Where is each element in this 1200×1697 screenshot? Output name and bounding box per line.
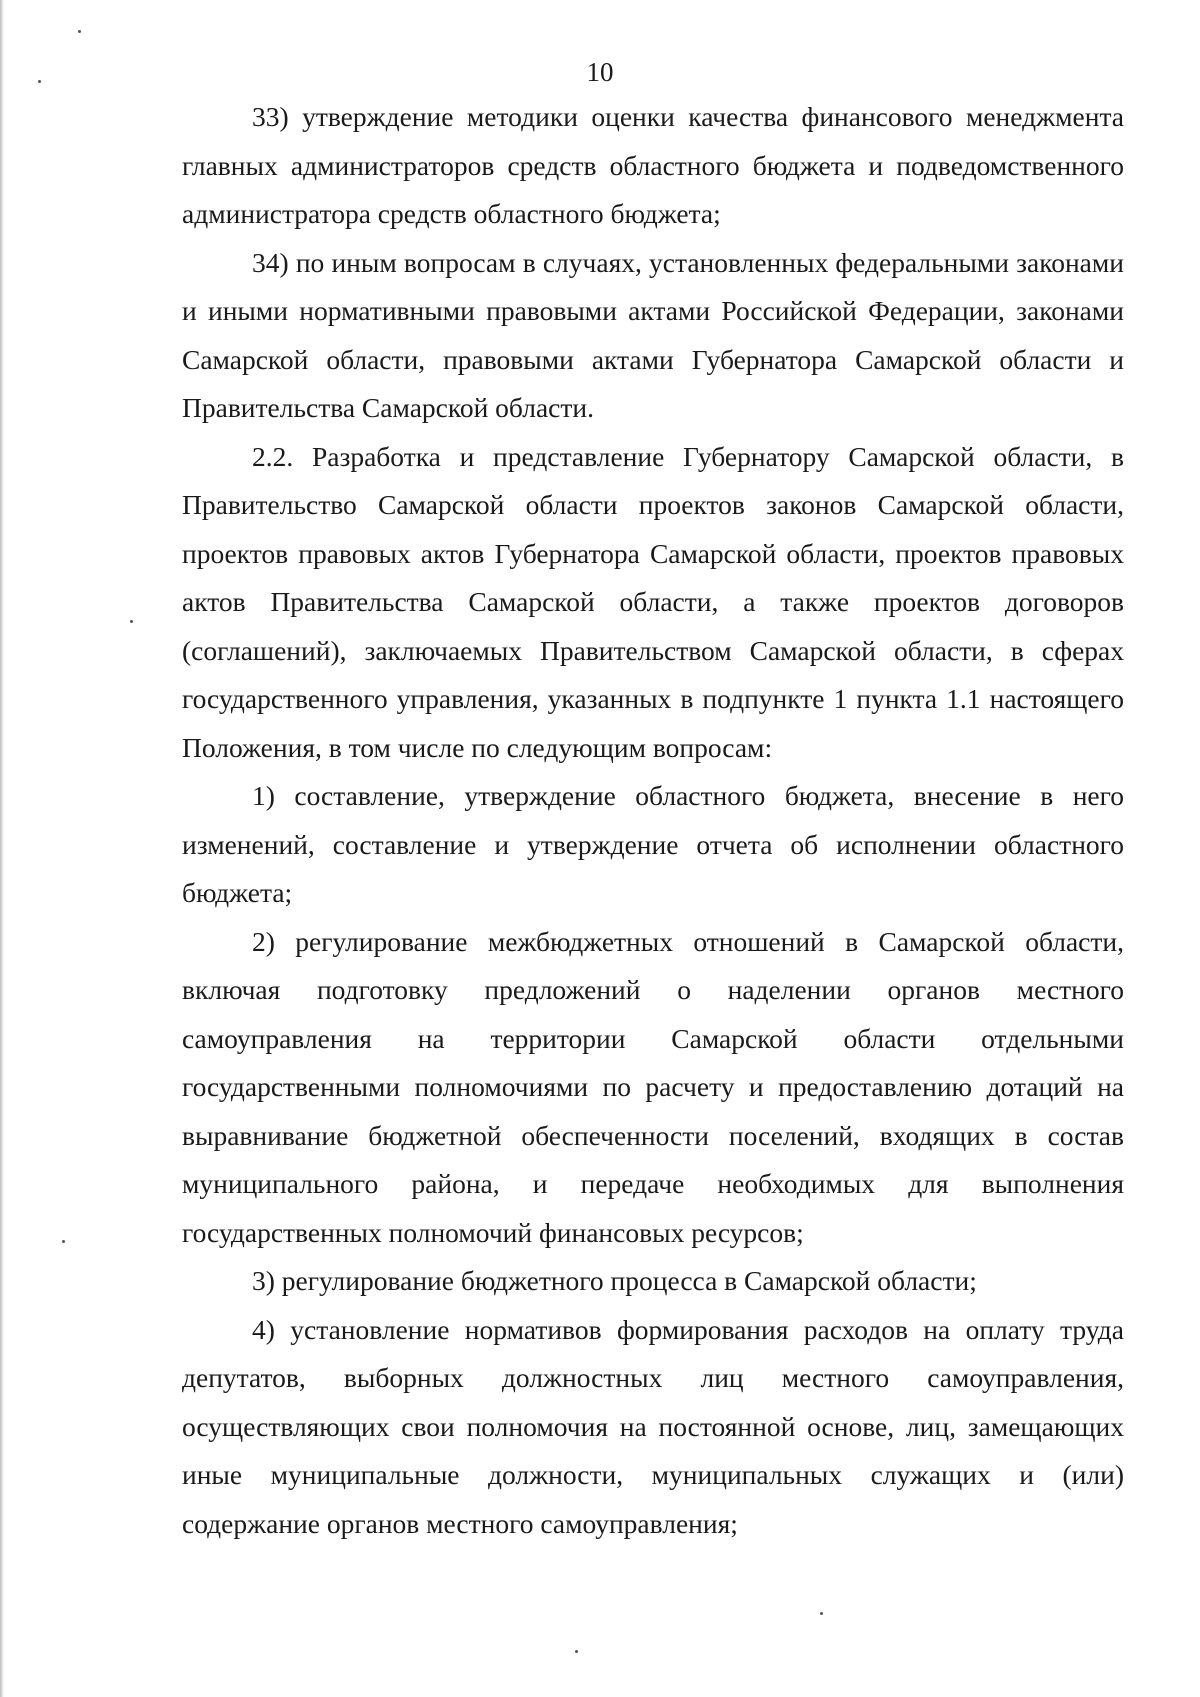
scan-speck <box>820 1612 823 1615</box>
paragraph-item-4: 4) установление нормативов формирования расходов на оплату труда депутатов, выборных должностных лиц местного самоуправления, осуществляющих свои полномочия на постоянной основе, лиц, замещающих иные муниципальные должности, муниципальных служащих и (или) содержание органов местного самоуправления; <box>182 1313 1124 1539</box>
paragraph-item-33: 33) утверждение методики оценки качества финансового менеджмента главных администраторов средств областного бюджета и подведомственного администратора средств областного бюджета; <box>182 101 1124 229</box>
document-body <box>182 93 1124 1548</box>
paragraph-item-2: 2) регулирование межбюджетных отношений в Самарской области, включая подготовку предложений о наделении органов местного самоуправления на территории Самарской области отдельными государственными полномочиями по расчету и предоставлению дотаций на выравнивание бюджетной обеспеченности поселений, входящих в состав муниципального района, и передаче необходимых для выполнения государственных полномочий финансовых ресурсов; <box>182 925 1124 1248</box>
paragraph-section-2-2: 2.2. Разработка и представление Губернатору Самарской области, в Правительство Самарской области проектов законов Самарской области, проектов правовых актов Губернатора Самарской области, проектов правовых актов Правительства Самарской области, а также проектов договоров (соглашений), заключаемых Правительством Самарской области, в сферах государственного управления, указанных в подпункте 1 пункта 1.1 настоящего Положения, в том числе по следующим вопросам: <box>182 440 1124 763</box>
page-edge-shadow <box>0 0 4 1697</box>
paragraph-item-34: 34) по иным вопросам в случаях, установленных федеральными законами и иными нормативными правовыми актами Российской Федерации, законами Самарской области, правовыми актами Губернатора Самарской области и Правительства Самарской области. <box>182 246 1124 423</box>
scan-speck <box>38 80 41 83</box>
scan-speck <box>130 620 133 623</box>
scan-speck <box>575 1650 578 1653</box>
scan-speck <box>62 1240 65 1243</box>
page-number: 10 <box>586 57 614 87</box>
paragraph-item-1: 1) составление, утверждение областного бюджета, внесение в него изменений, составление и утверждение отчета об исполнении областного бюджета; <box>182 780 1124 908</box>
paragraph-item-3: 3) регулирование бюджетного процесса в Самарской области; <box>252 1265 977 1296</box>
scan-speck <box>78 30 81 33</box>
